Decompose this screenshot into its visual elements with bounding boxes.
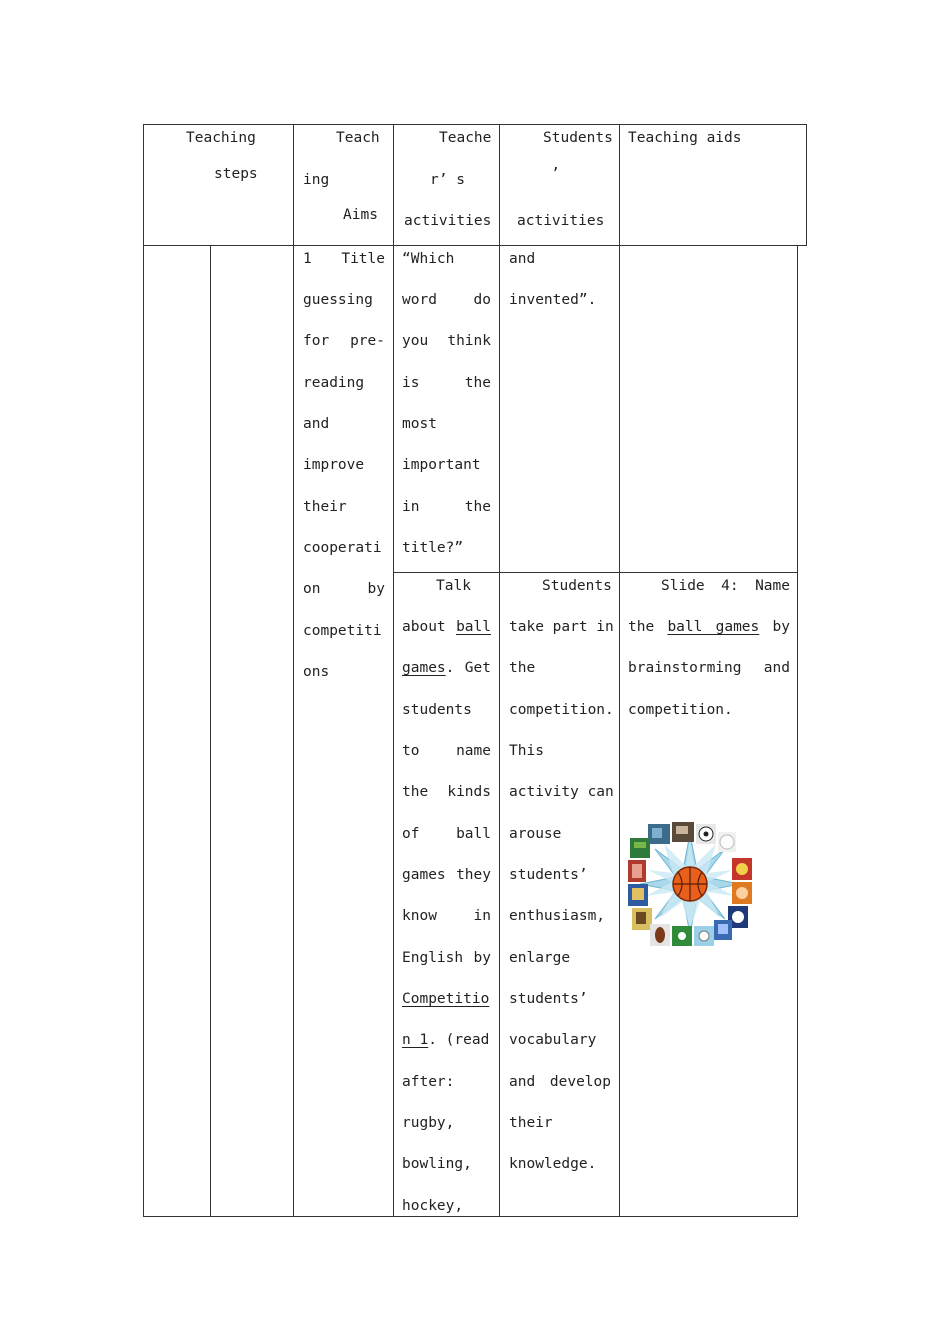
row2-students-line: enlarge	[509, 950, 571, 966]
aims-line: improve	[303, 457, 365, 473]
aims-line: 1 Title	[303, 251, 385, 267]
row2-teacher-line: English by	[402, 950, 491, 966]
row2-students-line: competition.	[509, 702, 614, 718]
row2-teacher-line: hockey,	[402, 1198, 464, 1214]
header-student-activities-1: Students	[543, 130, 613, 146]
header-teacher-activities-1: Teache	[439, 130, 492, 146]
aims-line: guessing	[303, 292, 373, 308]
row2-teacher-line: know in	[402, 908, 491, 924]
header-teaching-steps-2: steps	[214, 166, 258, 182]
row2-teacher-line: Competitio	[402, 991, 490, 1007]
header-teaching-aims-3: Aims	[343, 207, 378, 223]
table-border-top	[143, 124, 807, 125]
row1-teacher-line: in the	[402, 499, 491, 515]
row-divider	[393, 572, 798, 573]
body-right-border	[797, 245, 798, 1217]
row1-students-line: and	[509, 251, 536, 267]
row2-teacher-line: bowling,	[402, 1156, 472, 1172]
row2-students-line: arouse	[509, 826, 562, 842]
column-divider-4	[619, 124, 620, 1217]
header-teaching-aims-2: ing	[303, 172, 330, 188]
aims-line: reading	[303, 375, 365, 391]
row1-teacher-line: title?”	[402, 540, 464, 556]
aims-line: for pre-	[303, 333, 385, 349]
header-student-activities-2: ’	[551, 166, 560, 182]
row2-aids-cell	[628, 577, 790, 737]
row1-teacher-line: is the	[402, 375, 491, 391]
row2-teacher-line: Talk	[436, 578, 471, 594]
aims-line: cooperati	[303, 540, 382, 556]
row2-aids-line: Slide 4: Name	[661, 578, 790, 594]
row2-students-line: activity can	[509, 784, 614, 800]
row2-teacher-line: games. Get	[402, 660, 491, 676]
aims-line: their	[303, 499, 347, 515]
row2-aids-line: competition.	[628, 702, 733, 718]
row2-students-cell	[509, 577, 614, 1187]
row1-teacher-cell	[402, 250, 491, 570]
row2-students-line: knowledge.	[509, 1156, 597, 1172]
column-divider-3	[499, 124, 500, 1217]
aims-line: on by	[303, 581, 385, 597]
row1-teacher-line: most	[402, 416, 437, 432]
row2-students-line: Students	[542, 578, 612, 594]
table-border-left	[143, 124, 144, 1217]
row2-teacher-line: of ball	[402, 826, 491, 842]
row2-students-line: take part in	[509, 619, 614, 635]
aims-line: ons	[303, 664, 330, 680]
steps-subdivider	[210, 245, 211, 1217]
row2-students-line: and develop	[509, 1074, 611, 1090]
row2-teacher-line: rugby,	[402, 1115, 455, 1131]
row2-students-line: vocabulary	[509, 1032, 597, 1048]
row2-teacher-line: about ball	[402, 619, 491, 635]
aims-cell	[303, 250, 385, 690]
header-right-border	[806, 124, 807, 246]
row2-teacher-line: after:	[402, 1074, 455, 1090]
aims-line: and	[303, 416, 330, 432]
row1-teacher-line: word do	[402, 292, 491, 308]
row1-teacher-line: “Which	[402, 251, 455, 267]
row2-teacher-line: to name	[402, 743, 491, 759]
header-teaching-steps-1: Teaching	[186, 130, 256, 146]
row2-teacher-line: n 1. (read	[402, 1032, 490, 1048]
ball-games-collage-icon	[628, 820, 752, 948]
row2-students-line: This	[509, 743, 544, 759]
row2-aids-line: brainstorming and	[628, 660, 790, 676]
row1-students-line: invented”.	[509, 292, 597, 308]
row2-teacher-line: games they	[402, 867, 491, 883]
column-divider-1	[293, 124, 294, 1217]
row2-students-line: students’	[509, 867, 588, 883]
row1-students-cell	[509, 250, 611, 350]
header-teaching-aims-1: Teach	[336, 130, 380, 146]
row1-teacher-line: important	[402, 457, 481, 473]
header-teacher-activities-3: activities	[404, 213, 492, 229]
row2-students-line: students’	[509, 991, 588, 1007]
header-teacher-activities-2: r’ s	[430, 172, 465, 188]
column-divider-2	[393, 124, 394, 1217]
aims-line: competiti	[303, 623, 382, 639]
row2-teacher-cell	[402, 577, 491, 1217]
header-bottom-border	[143, 245, 807, 246]
row2-students-line: enthusiasm,	[509, 908, 606, 924]
row2-students-line: the	[509, 660, 536, 676]
row2-students-line: their	[509, 1115, 553, 1131]
row2-teacher-line: students	[402, 702, 472, 718]
row2-aids-line: the ball games by	[628, 619, 790, 635]
row2-teacher-line: the kinds	[402, 784, 491, 800]
row1-teacher-line: you think	[402, 333, 491, 349]
header-student-activities-3: activities	[517, 213, 605, 229]
header-teaching-aids: Teaching aids	[628, 130, 742, 146]
